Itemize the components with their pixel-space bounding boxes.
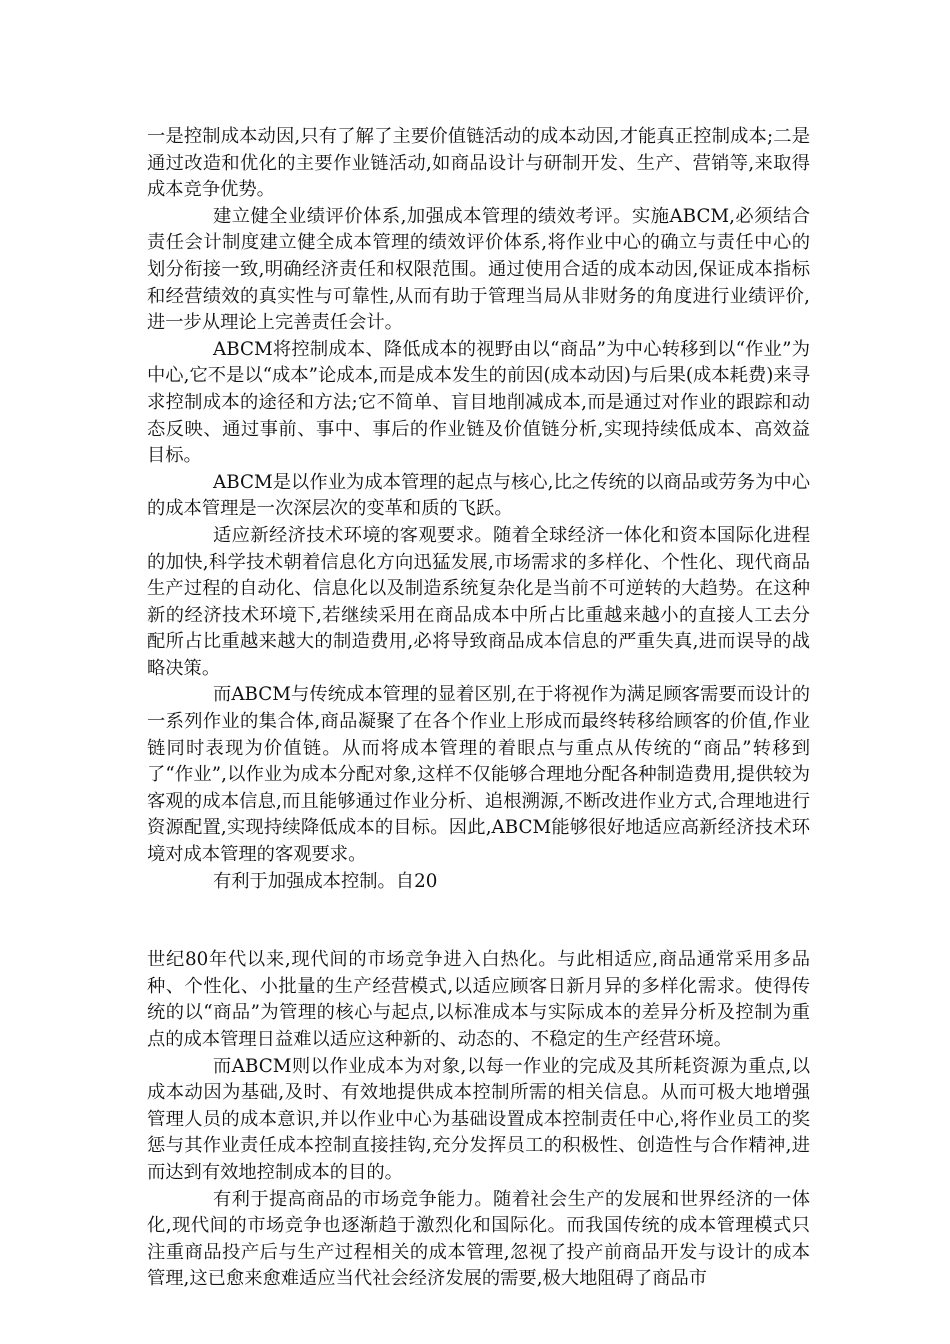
paragraph: 世纪80年代以来,现代间的市场竞争进入白热化。与此相适应,商品通常采用多品种、个性化、小批量的生产经营模式,以适应顾客日新月异的多样化需求。使得传统的以“商品”为管理的核心与起点,以标准成本与实际成本的差异分析及控制为重点的成本管理日益难以适应这种新的、动态的、不稳定的生产经营环境。 — [147, 949, 810, 1050]
paragraph: ABCM将控制成本、降低成本的视野由以“商品”为中心转移到以“作业”为中心,它不是以“成本”论成本,而是成本发生的前因(成本动因)与后果(成本耗费)来寻求控制成本的途径和方法;它不简单、盲目地削减成本,而是通过对作业的跟踪和动态反映、通过事前、事中、事后的作业链及价值链分析,实现持续低成本、高效益目标。 — [147, 338, 810, 467]
paragraph: 有利于加强成本控制。自20 — [213, 870, 438, 892]
section-break — [147, 895, 810, 947]
paragraph: ABCM是以作业为成本管理的起点与核心,比之传统的以商品或劳务为中心的成本管理是一次深层次的变革和质的飞跃。 — [147, 471, 810, 520]
document-page — [147, 124, 810, 1293]
paragraph: 建立健全业绩评价体系,加强成本管理的绩效考评。实施ABCM,必须结合责任会计制度建立健全成本管理的绩效评价体系,将作业中心的确立与责任中心的划分衔接一致,明确经济责任和权限范围。通过使用合适的成本动因,保证成本指标和经营绩效的真实性与可靠性,从而有助于管理当局从非财务的角度进行业绩评价,进一步从理论上完善责任会计。 — [147, 205, 810, 334]
paragraph: 适应新经济技术环境的客观要求。随着全球经济一体化和资本国际化进程的加快,科学技术朝着信息化方向迅猛发展,市场需求的多样化、个性化、现代商品生产过程的自动化、信息化以及制造系统复杂化是当前不可逆转的大趋势。在这种新的经济技术环境下,若继续采用在商品成本中所占比重越来越小的直接人工去分配所占比重越来越大的制造费用,必将导致商品成本信息的严重失真,进而误导的战略决策。 — [147, 524, 810, 679]
paragraph: 而ABCM则以作业成本为对象,以每一作业的完成及其所耗资源为重点,以成本动因为基础,及时、有效地提供成本控制所需的相关信息。从而可极大地增强管理人员的成本意识,并以作业中心为基础设置成本控制责任中心,将作业员工的奖惩与其作业责任成本控制直接挂钩,充分发挥员工的积极性、创造性与合作精神,进而达到有效地控制成本的目的。 — [147, 1055, 810, 1183]
paragraph: 有利于提高商品的市场竞争能力。随着社会生产的发展和世界经济的一体化,现代间的市场竞争也逐渐趋于激烈化和国际化。而我国传统的成本管理模式只注重商品投产后与生产过程相关的成本管理,忽视了投产前商品开发与设计的成本管理,这已愈来愈难适应当代社会经济发展的需要,极大地阻碍了商品市 — [147, 1188, 810, 1290]
paragraph: 而ABCM与传统成本管理的显着区别,在于将视作为满足顾客需要而设计的一系列作业的集合体,商品凝聚了在各个作业上形成而最终转移给顾客的价值,作业链同时表现为价值链。从而将成本管理的着眼点与重点从传统的“商品”转移到了“作业”,以作业为成本分配对象,这样不仅能够合理地分配各种制造费用,提供较为客观的成本信息,而且能够通过作业分析、追根溯源,不断改进作业方式,合理地进行资源配置,实现持续降低成本的目标。因此,ABCM能够很好地适应高新经济技术环境对成本管理的客观要求。 — [147, 684, 810, 866]
paragraph: 一是控制成本动因,只有了解了主要价值链活动的成本动因,才能真正控制成本;二是通过改造和优化的主要作业链活动,如商品设计与研制开发、生产、营销等,来取得成本竞争优势。 — [147, 126, 810, 201]
